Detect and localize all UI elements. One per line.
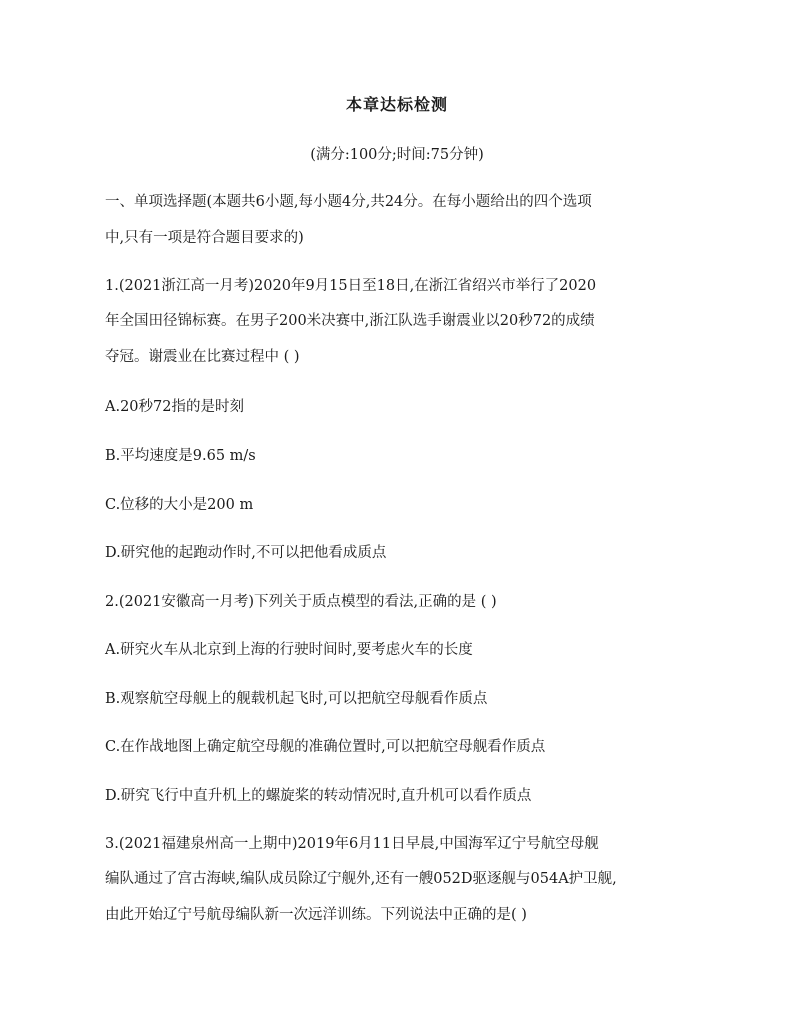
question-1-option-d: D.研究他的起跑动作时,不可以把他看成质点: [105, 545, 387, 561]
question-3-stem-line-2: 编队通过了宫古海峡,编队成员除辽宁舰外,还有一艘052D驱逐舰与054A护卫舰,: [105, 871, 617, 887]
question-2-option-c: C.在作战地图上确定航空母舰的准确位置时,可以把航空母舰看作质点: [105, 739, 546, 755]
question-1-option-b: B.平均速度是9.65 m/s: [105, 448, 256, 464]
question-1-stem-line-1: 1.(2021浙江高一月考)2020年9月15日至18日,在浙江省绍兴市举行了2020: [105, 278, 597, 294]
question-1-stem-line-2: 年全国田径锦标赛。在男子200米决赛中,浙江队选手谢震业以20秒72的成绩: [105, 313, 595, 329]
page-title: 本章达标检测: [345, 95, 448, 114]
exam-info: (满分:100分;时间:75分钟): [310, 147, 484, 163]
question-2-option-d: D.研究飞行中直升机上的螺旋桨的转动情况时,直升机可以看作质点: [105, 788, 532, 804]
section-header-line-2: 中,只有一项是符合题目要求的): [105, 230, 304, 246]
question-2-option-b: B.观察航空母舰上的舰载机起飞时,可以把航空母舰看作质点: [105, 691, 488, 707]
question-3-stem-line-1: 3.(2021福建泉州高一上期中)2019年6月11日早晨,中国海军辽宁号航空母舰: [105, 836, 599, 852]
section-header-line-1: 一、单项选择题(本题共6小题,每小题4分,共24分。在每小题给出的四个选项: [105, 194, 592, 210]
question-2-option-a: A.研究火车从北京到上海的行驶时间时,要考虑火车的长度: [105, 642, 473, 658]
question-1-stem-line-3: 夺冠。谢震业在比赛过程中 ( ): [105, 349, 300, 365]
question-2-stem-line-1: 2.(2021安徽高一月考)下列关于质点模型的看法,正确的是 ( ): [105, 594, 497, 610]
question-1-option-a: A.20秒72指的是时刻: [105, 399, 244, 415]
question-1-option-c: C.位移的大小是200 m: [105, 497, 254, 513]
question-3-stem-line-3: 由此开始辽宁号航母编队新一次远洋训练。下列说法中正确的是( ): [105, 907, 527, 923]
